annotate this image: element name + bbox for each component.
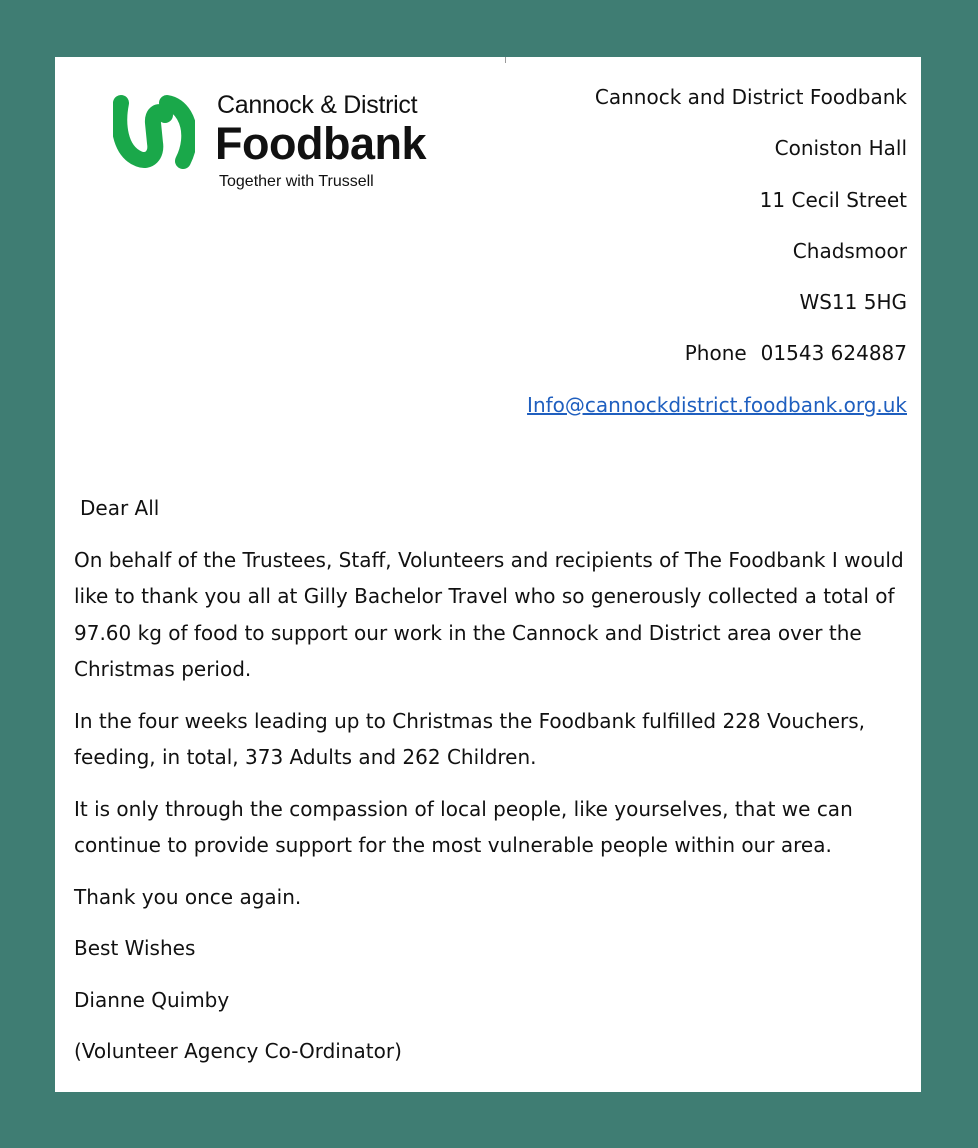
paragraph-compassion: It is only through the compassion of local people, like yourselves, that we can continue to provide support for the most vulnerable people within our area. xyxy=(74,796,853,857)
address-block xyxy=(527,83,907,442)
thanks-line: Thank you once again. xyxy=(74,884,302,909)
signature-title: (Volunteer Agency Co-Ordinator) xyxy=(74,1039,402,1063)
logo-text-line2: Foodbank xyxy=(215,118,426,169)
paragraph-thanks: On behalf of the Trustees, Staff, Volunteers and recipients of The Foodbank I would like to thank you all at Gilly Bachelor Travel who so generously collected a total of 97.60 kg of food to support our work in the Cannock and District area over the Christmas period. xyxy=(74,547,904,681)
paragraph-statistics: In the four weeks leading up to Christmas the Foodbank fulfilled 228 Vouchers, feeding, in total, 373 Adults and 262 Children. xyxy=(74,708,866,769)
address-email-line xyxy=(527,391,907,442)
letter-page xyxy=(55,57,921,1092)
phone-label: Phone xyxy=(684,341,747,366)
address-phone xyxy=(527,339,907,390)
logo-text-line3: Together with Trussell xyxy=(219,173,374,190)
closing: Best Wishes xyxy=(74,936,196,960)
address-name: Cannock and District Foodbank xyxy=(594,85,907,109)
foodbank-logo-icon xyxy=(113,93,195,169)
foodbank-logo xyxy=(113,89,463,199)
address-building: Coniston Hall xyxy=(774,136,907,161)
email-link[interactable]: Info@cannockdistrict.foodbank.org.uk xyxy=(527,392,907,417)
address-postcode: WS11 5HG xyxy=(799,290,907,315)
address-street: 11 Cecil Street xyxy=(759,187,907,212)
logo-text-line1: Cannock & District xyxy=(217,91,418,119)
page-marker xyxy=(505,57,506,63)
signature-name: Dianne Quimby xyxy=(74,987,230,1012)
phone-number: 01543 624887 xyxy=(760,341,907,366)
letter-body xyxy=(74,490,908,1085)
address-area: Chadsmoor xyxy=(792,238,907,263)
greeting: Dear All xyxy=(80,496,160,520)
